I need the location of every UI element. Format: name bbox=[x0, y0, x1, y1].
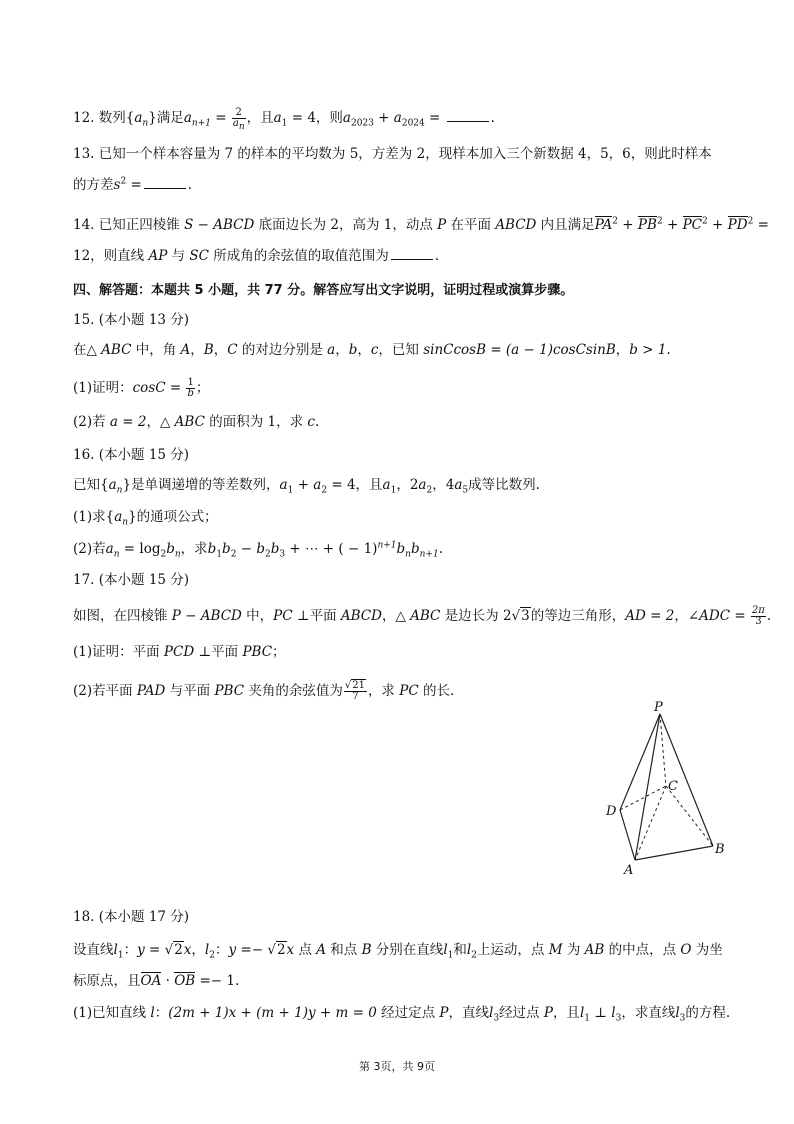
q15-fraction bbox=[186, 378, 194, 399]
q14-text6: 与 bbox=[167, 248, 190, 264]
q17-root-fraction bbox=[344, 681, 367, 702]
q16-p2: − bbox=[236, 541, 257, 557]
question-15-part2 bbox=[73, 413, 319, 431]
q13-text: 的方差 bbox=[73, 177, 114, 193]
q18-p1: ，直线 bbox=[448, 1005, 489, 1021]
q16-t: = 4，且 bbox=[327, 477, 383, 493]
edge-ca bbox=[635, 786, 666, 860]
q17-tri: △ ABC bbox=[395, 608, 441, 624]
q18-x: x bbox=[183, 942, 192, 958]
q15-den: b bbox=[187, 388, 194, 399]
question-12 bbox=[73, 107, 495, 132]
edge-ad bbox=[620, 810, 635, 860]
q15-p1-expr: cosC = bbox=[132, 380, 186, 396]
q15-tri: △ ABC bbox=[86, 342, 132, 358]
q18-A: A bbox=[316, 942, 326, 958]
q17-t: 如图，在四棱锥 bbox=[73, 608, 172, 624]
q18-s: 2 bbox=[471, 950, 477, 961]
q18-eq: y =− bbox=[228, 942, 268, 958]
q13-end: . bbox=[187, 177, 193, 193]
q18-t: 为 bbox=[562, 942, 585, 958]
page-footer: 第 3页，共 9页 bbox=[359, 1060, 435, 1073]
q17-t: 是边长为 2 bbox=[440, 608, 512, 624]
q12-x-sub: 2023 bbox=[350, 118, 374, 129]
q15-p2: (2)若 bbox=[73, 414, 110, 430]
q16-p2-s: n bbox=[174, 549, 181, 560]
q17-p1: (1)证明：平面 bbox=[73, 644, 164, 660]
q16-p1: }的通项公式； bbox=[128, 509, 218, 525]
q15-p2: ， bbox=[146, 414, 160, 430]
q15-B: B bbox=[203, 342, 214, 358]
answer-blank bbox=[447, 109, 489, 122]
question-15-part1 bbox=[73, 378, 209, 399]
q17-p2: 与平面 bbox=[165, 683, 215, 699]
q18-t: 的中点，点 bbox=[604, 942, 681, 958]
q18-p1-l: l bbox=[488, 1005, 494, 1021]
q15-p1: (1)证明： bbox=[73, 380, 133, 396]
edge-pd bbox=[620, 714, 660, 810]
question-14-line1 bbox=[73, 216, 769, 234]
q17-sqrt: √3 bbox=[511, 608, 530, 624]
q12-den-var: a bbox=[232, 118, 239, 129]
q16-p2: (2)若 bbox=[73, 541, 106, 557]
q17-p2: 夹角的余弦值为 bbox=[244, 683, 343, 699]
q18-p1: 的方程. bbox=[685, 1005, 731, 1021]
q16-p2-v: b bbox=[207, 541, 217, 557]
q17-t: 的等边三角形， bbox=[530, 608, 626, 624]
q14-p: P bbox=[437, 217, 447, 233]
answer-blank bbox=[391, 247, 433, 260]
question-17-part2 bbox=[73, 681, 454, 702]
q12-sub: n bbox=[142, 118, 149, 129]
question-15-line1 bbox=[73, 341, 671, 359]
q15-t: ， bbox=[615, 342, 630, 358]
q14-plus: + bbox=[618, 217, 638, 233]
label-b: B bbox=[715, 842, 725, 857]
q17-pc2: PC bbox=[399, 683, 419, 699]
q17-pc: PC bbox=[273, 608, 293, 624]
q15-p1-end: ； bbox=[195, 380, 210, 396]
q17-p1: ； bbox=[272, 644, 286, 660]
q16-t: 成等比数列. bbox=[468, 477, 540, 493]
question-14-line2 bbox=[73, 247, 439, 265]
edge-pa bbox=[635, 714, 660, 860]
q15-p2-a: a = 2 bbox=[109, 414, 147, 430]
vector-pd: PD bbox=[727, 217, 748, 233]
question-18-heading: 18. (本小题 17 分) bbox=[73, 909, 190, 925]
q12-expr: a bbox=[183, 110, 192, 126]
q15-p2-c: c bbox=[307, 414, 315, 430]
q18-l: l bbox=[204, 942, 210, 958]
q12-fraction bbox=[232, 107, 246, 132]
q16-p2-s: 2 bbox=[230, 549, 237, 560]
q14-text2: 底面边长为 2，高为 1，动点 bbox=[254, 217, 438, 233]
q16-v: a bbox=[279, 477, 288, 493]
q18-t: 和点 bbox=[326, 942, 362, 958]
q15-num: 1 bbox=[187, 377, 194, 388]
q12-y-sub: 2024 bbox=[401, 118, 425, 129]
q15-A: A bbox=[180, 342, 191, 358]
q18-t: ： bbox=[123, 942, 138, 958]
q16-a: a bbox=[108, 477, 117, 493]
q18-p1: 经过定点 bbox=[376, 1005, 440, 1021]
q16-p2-s: 3 bbox=[279, 549, 286, 560]
q17-rnum-val: 21 bbox=[352, 680, 365, 691]
q18-p1-l: l bbox=[150, 1005, 155, 1021]
q12-y: a bbox=[393, 110, 402, 126]
q12-text: 12. 数列{ bbox=[73, 110, 135, 126]
q18-p1-s: 3 bbox=[615, 1013, 622, 1024]
question-18-line2 bbox=[73, 972, 239, 990]
q16-p2-s: n bbox=[113, 549, 120, 560]
q16-t: 已知{ bbox=[73, 477, 109, 493]
q16-p2: ，求 bbox=[180, 541, 208, 557]
q16-p2-s: 1 bbox=[216, 549, 223, 560]
q18-t: 标原点，且 bbox=[73, 973, 141, 989]
q13-eq: = bbox=[126, 177, 142, 193]
question-16-part2 bbox=[73, 540, 443, 558]
q17-rden: 7 bbox=[352, 691, 359, 702]
q12-eq: = bbox=[210, 110, 231, 126]
edge-pc bbox=[660, 714, 666, 786]
q12-a1-sub: 1 bbox=[281, 118, 288, 129]
q16-p2: = log bbox=[119, 541, 161, 557]
q16-p2: . bbox=[438, 541, 443, 557]
q14-sq: 2 bbox=[702, 216, 708, 227]
q12-den-sub: n bbox=[238, 122, 245, 132]
q18-p1: ，且 bbox=[552, 1005, 580, 1021]
edge-dc bbox=[620, 786, 666, 810]
q14-text4: 内且满足 bbox=[536, 217, 595, 233]
q17-num: 2π bbox=[751, 605, 765, 616]
edge-cb bbox=[666, 786, 713, 846]
question-17-part1 bbox=[73, 643, 286, 661]
q18-p1-P: P bbox=[543, 1005, 553, 1021]
label-d: D bbox=[606, 804, 617, 819]
q17-p1: ⊥平面 bbox=[194, 644, 243, 660]
q14-pyramid: S − ABCD bbox=[184, 217, 255, 233]
q15-t: ， bbox=[335, 342, 349, 358]
q15-cond: b > 1 bbox=[629, 342, 667, 358]
q16-p2-s: 2 bbox=[265, 549, 271, 560]
q15-t: 在 bbox=[73, 342, 87, 358]
q18-s: 2 bbox=[209, 950, 215, 961]
q17-ad: AD = 2 bbox=[625, 608, 675, 624]
q18-p1: ，求直线 bbox=[621, 1005, 676, 1021]
q18-p1-eq: (2m + 1)x + (m + 1)y + m = 0 bbox=[168, 1005, 377, 1021]
q17-rnum: √21 bbox=[344, 680, 365, 691]
q15-p2: 的面积为 1，求 bbox=[204, 414, 308, 430]
q14-ap: AP bbox=[148, 248, 168, 264]
q16-v: a bbox=[418, 477, 427, 493]
q16-s: 1 bbox=[287, 485, 294, 496]
q17-t: ， bbox=[381, 608, 396, 624]
q15-b: b bbox=[348, 342, 358, 358]
q18-l: l bbox=[113, 942, 118, 958]
q18-p1-s: 3 bbox=[679, 1013, 686, 1024]
answer-blank bbox=[144, 176, 186, 189]
q16-p2-v: b bbox=[410, 541, 420, 557]
q12-x: a bbox=[342, 110, 351, 126]
q16-p2-v: b bbox=[166, 541, 175, 557]
q16-p2-exp: n+1 bbox=[377, 540, 397, 551]
q12-num: 2 bbox=[232, 108, 246, 119]
q12-text2: }满足 bbox=[148, 110, 184, 126]
q17-pcd: PCD bbox=[163, 644, 195, 660]
q18-s: 1 bbox=[447, 950, 454, 961]
section-heading: 四、解答题：本题共 5 小题，共 77 分。解答应写出文字说明，证明过程或演算步骤。 bbox=[73, 283, 574, 298]
q18-root: 2 bbox=[174, 942, 183, 958]
q16-t: ，4 bbox=[432, 477, 455, 493]
q16-s: 5 bbox=[462, 485, 469, 496]
q16-p1: (1)求{ bbox=[73, 509, 115, 525]
q15-t: 中，角 bbox=[131, 342, 181, 358]
q17-p2: 的长. bbox=[418, 683, 455, 699]
q18-p1-s: 1 bbox=[584, 1013, 590, 1024]
q14-text: 14. 已知正四棱锥 bbox=[73, 217, 185, 233]
q16-p2: + ⋯ + ( − 1) bbox=[285, 541, 378, 557]
q18-root: 2 bbox=[276, 942, 286, 958]
question-18-part1 bbox=[73, 1004, 730, 1022]
q15-c: c bbox=[370, 342, 379, 358]
q14-text7: 所成角的余弦值的取值范围为 bbox=[209, 248, 389, 264]
q16-p2-s: n bbox=[405, 549, 411, 560]
question-13-line2 bbox=[73, 176, 192, 194]
q16-n: n bbox=[116, 485, 123, 496]
q14-text5: 12，则直线 bbox=[73, 248, 149, 264]
q18-t: ： bbox=[214, 942, 229, 958]
q16-v: a bbox=[454, 477, 463, 493]
question-16-heading: 16. (本小题 15 分) bbox=[73, 447, 190, 463]
q14-sc: SC bbox=[189, 248, 209, 264]
label-p: P bbox=[654, 700, 663, 715]
q15-p2-tri: △ ABC bbox=[159, 414, 205, 430]
q18-p1-s: 3 bbox=[493, 1013, 500, 1024]
q16-p2-s: n+1 bbox=[419, 549, 439, 560]
q17-pbc: PBC bbox=[242, 644, 273, 660]
q15-eq: sinCcosB = (a − 1)cosCsinB bbox=[423, 342, 616, 358]
q18-p1: (1)已知直线 bbox=[73, 1005, 151, 1021]
q16-s: 1 bbox=[390, 485, 397, 496]
q18-p1-l: l bbox=[579, 1005, 585, 1021]
q18-t: ， bbox=[191, 942, 205, 958]
question-16-part1 bbox=[73, 508, 218, 526]
q14-sq: 2 bbox=[747, 216, 754, 227]
q14-end: . bbox=[434, 248, 440, 264]
q17-den: 3 bbox=[755, 616, 762, 627]
vector-oa: OA bbox=[140, 973, 162, 989]
q14-plus: + bbox=[707, 217, 728, 233]
q18-s: 1 bbox=[117, 950, 124, 961]
q16-t: + bbox=[293, 477, 314, 493]
q15-t: ， bbox=[357, 342, 371, 358]
q15-t: ， bbox=[213, 342, 228, 358]
q17-fraction bbox=[751, 606, 766, 627]
q18-x: x bbox=[286, 942, 295, 958]
q15-t: . bbox=[666, 342, 671, 358]
q15-t: ，已知 bbox=[378, 342, 424, 358]
q17-pad: PAD bbox=[136, 683, 166, 699]
q16-s: 2 bbox=[426, 485, 433, 496]
q18-sqrt: √2 bbox=[267, 942, 286, 958]
q16-p2-v: b bbox=[222, 541, 231, 557]
q17-root: 3 bbox=[521, 608, 530, 624]
question-17-line1 bbox=[73, 606, 771, 627]
q16-s: 2 bbox=[321, 485, 328, 496]
q16-p2-s: 2 bbox=[160, 549, 167, 560]
q12-a1: a bbox=[273, 110, 282, 126]
q18-B: B bbox=[361, 942, 372, 958]
vector-pc: PC bbox=[682, 217, 702, 233]
q14-sq: 2 bbox=[656, 216, 663, 227]
q18-t: 和 bbox=[453, 942, 467, 958]
q14-plane: ABCD bbox=[495, 217, 537, 233]
q12-den bbox=[232, 118, 246, 132]
q16-v: a bbox=[382, 477, 391, 493]
q15-C: C bbox=[227, 342, 238, 358]
q16-p2-v: a bbox=[105, 541, 114, 557]
q18-p1: ： bbox=[154, 1005, 169, 1021]
q17-t: . bbox=[766, 608, 772, 624]
q18-t: 分别在直线 bbox=[371, 942, 444, 958]
q18-t: 上运动，点 bbox=[476, 942, 549, 958]
q15-a: a bbox=[327, 342, 336, 358]
q12-var: a bbox=[134, 110, 143, 126]
q17-t: 中， bbox=[241, 608, 274, 624]
q18-sqrt: √2 bbox=[164, 942, 183, 958]
q18-t: 设直线 bbox=[73, 942, 114, 958]
question-18-line1 bbox=[73, 941, 723, 959]
vector-pa: PA bbox=[594, 217, 613, 233]
question-17-heading: 17. (本小题 15 分) bbox=[73, 572, 190, 588]
q17-t: ⊥平面 bbox=[292, 608, 341, 624]
label-c: C bbox=[668, 779, 678, 794]
q14-plus: + bbox=[662, 217, 683, 233]
q15-t: ， bbox=[190, 342, 204, 358]
q15-p2: . bbox=[314, 414, 320, 430]
vector-pb: PB bbox=[637, 217, 657, 233]
q13-s: s bbox=[113, 177, 121, 193]
q16-p1-a: a bbox=[114, 509, 123, 525]
q12-a1-val: = 4，则 bbox=[287, 110, 343, 126]
q18-p1-P: P bbox=[439, 1005, 449, 1021]
q12-plus: + bbox=[373, 110, 394, 126]
q14-eq: = bbox=[753, 217, 769, 233]
q14-sq: 2 bbox=[612, 216, 619, 227]
q17-p2: (2)若平面 bbox=[73, 683, 137, 699]
question-15-heading: 15. (本小题 13 分) bbox=[73, 312, 190, 328]
q18-t: 为坐 bbox=[691, 942, 723, 958]
q16-p2-v: b bbox=[270, 541, 280, 557]
q18-AB: AB bbox=[584, 942, 605, 958]
q18-eq: y = bbox=[137, 942, 165, 958]
question-16-line1 bbox=[73, 476, 540, 494]
q17-pyr: P − ABCD bbox=[171, 608, 242, 624]
q17-pbc2: PBC bbox=[214, 683, 245, 699]
q16-p2-v: b bbox=[396, 541, 406, 557]
q18-l: l bbox=[466, 942, 472, 958]
edge-ab bbox=[635, 846, 713, 860]
q16-t: ，2 bbox=[396, 477, 419, 493]
q16-t: }是单调递增的等差数列， bbox=[122, 477, 280, 493]
q18-p1-l: l bbox=[611, 1005, 616, 1021]
q17-ang: ∠ADC = bbox=[687, 608, 750, 624]
q18-t: 点 bbox=[294, 942, 317, 958]
q18-O: O bbox=[680, 942, 692, 958]
vector-ob: OB bbox=[174, 973, 196, 989]
pyramid-figure bbox=[596, 700, 746, 885]
q18-p1-l: l bbox=[675, 1005, 680, 1021]
q12-text3: ，且 bbox=[246, 110, 274, 126]
q18-p1: ⊥ bbox=[590, 1005, 612, 1021]
q15-t: 的对边分别是 bbox=[237, 342, 328, 358]
q18-t: · bbox=[161, 973, 175, 989]
q17-plane: ABCD bbox=[340, 608, 382, 624]
q13-sq: 2 bbox=[120, 176, 127, 187]
q18-l: l bbox=[443, 942, 448, 958]
question-13-line1: 13. 已知一个样本容量为 7 的样本的平均数为 5，方差为 2，现样本加入三个新数据 4，5，6，则此时样本 bbox=[73, 146, 712, 162]
q17-p2: ，求 bbox=[367, 683, 400, 699]
q12-end: . bbox=[490, 110, 495, 126]
q18-M: M bbox=[548, 942, 563, 958]
q12-sub1: n+1 bbox=[191, 118, 211, 129]
label-a: A bbox=[624, 863, 634, 878]
q18-p1: 经过点 bbox=[499, 1005, 544, 1021]
q12-eq2: = bbox=[424, 110, 445, 126]
q16-v: a bbox=[313, 477, 322, 493]
q18-t: =− 1. bbox=[195, 973, 240, 989]
q17-t: ， bbox=[674, 608, 688, 624]
q16-p1-n: n bbox=[122, 517, 129, 528]
q16-p2-v: b bbox=[256, 541, 265, 557]
q14-text3: 在平面 bbox=[446, 217, 496, 233]
